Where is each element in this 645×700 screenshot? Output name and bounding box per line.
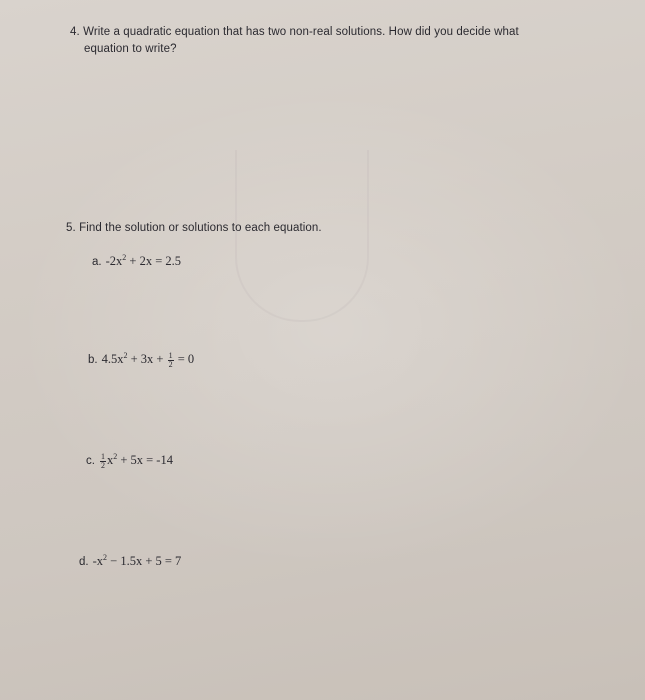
- part-d-lhs: -x: [92, 554, 104, 568]
- part-b-exponent: 2: [123, 351, 128, 360]
- part-b-fraction-denominator: 2: [168, 359, 173, 369]
- part-d-label: d.: [79, 556, 89, 568]
- question-4: [70, 24, 590, 58]
- part-b-lhs: 4.5x: [101, 352, 124, 366]
- part-c-equation: [99, 451, 173, 470]
- part-d-rest: − 1.5x + 5 = 7: [107, 554, 182, 568]
- part-c-rest: + 5x = -14: [117, 453, 173, 467]
- part-c-label: c.: [86, 455, 95, 467]
- question-5-part-a: [92, 252, 181, 270]
- part-b-mid: + 3x +: [127, 352, 167, 366]
- part-b-fraction-numerator: 1: [168, 350, 173, 360]
- part-c-fraction-numerator: 1: [100, 451, 105, 461]
- part-b-rest: = 0: [174, 352, 195, 366]
- question-4-line-2: equation to write?: [84, 43, 177, 55]
- part-d-equation: [93, 554, 182, 568]
- part-b-equation: [101, 350, 195, 369]
- part-b-fraction: [168, 352, 174, 369]
- part-a-lhs: -2x: [105, 254, 123, 268]
- part-c-variable: x: [106, 453, 114, 467]
- question-5-part-c: [86, 451, 173, 470]
- part-a-rest: + 2x = 2.5: [126, 254, 181, 268]
- part-c-fraction: [100, 453, 106, 470]
- question-5-part-b: [88, 350, 194, 369]
- part-a-exponent: 2: [122, 253, 127, 262]
- part-a-equation: [106, 254, 181, 268]
- part-d-exponent: 2: [103, 553, 108, 562]
- part-c-fraction-denominator: 2: [100, 460, 105, 470]
- question-5-prompt: 5. Find the solution or solutions to each equation.: [66, 222, 322, 234]
- part-a-label: a.: [92, 256, 102, 268]
- part-c-exponent: 2: [113, 452, 118, 461]
- question-4-line-1: 4. Write a quadratic equation that has two non-real solutions. How did you decide what: [70, 26, 519, 38]
- part-b-label: b.: [88, 354, 98, 366]
- question-5-part-d: [79, 552, 181, 570]
